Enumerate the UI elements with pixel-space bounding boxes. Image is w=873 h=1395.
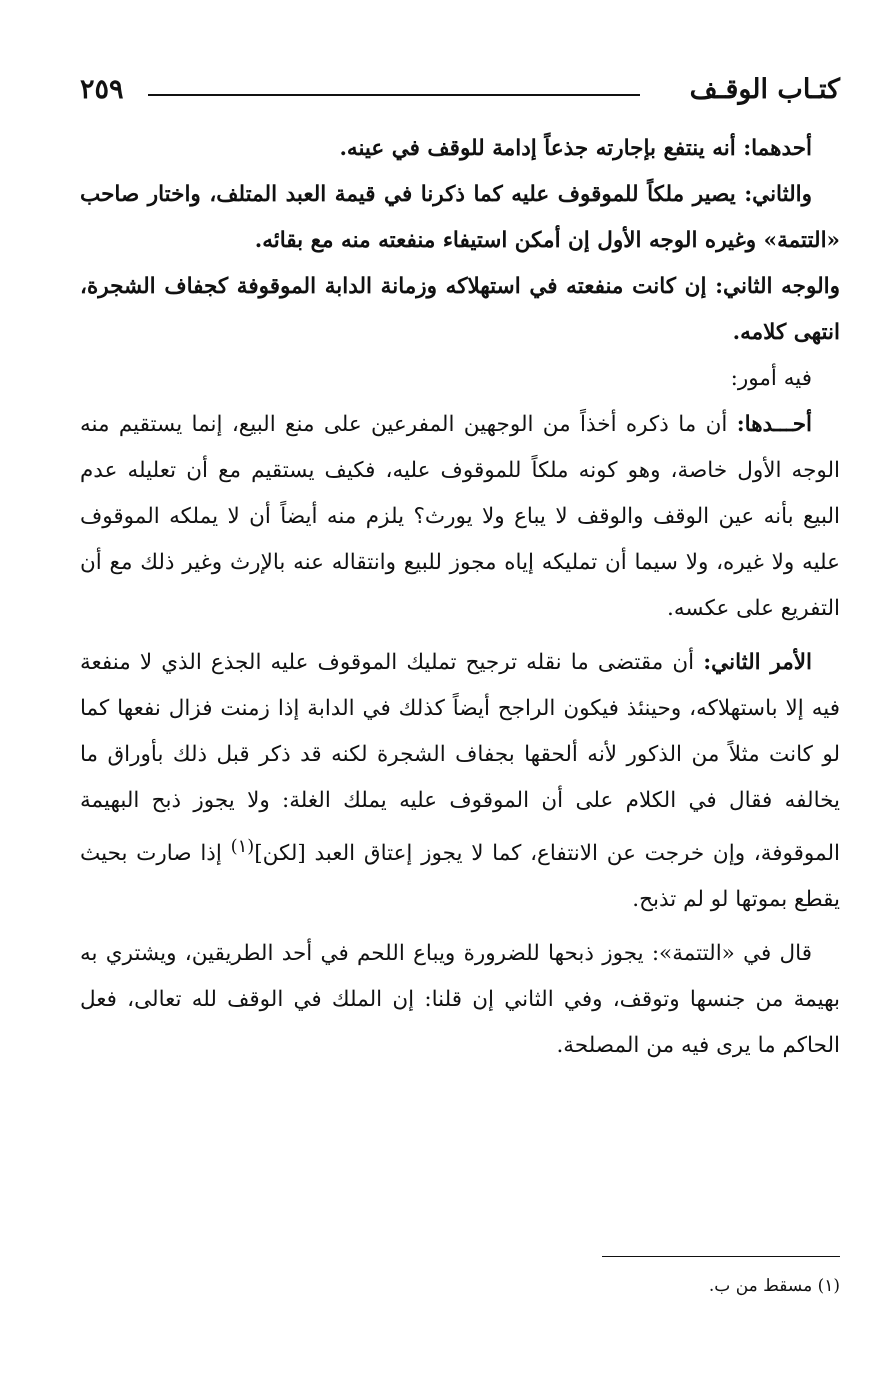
footnote-reference[interactable]: (١)	[230, 836, 255, 857]
body-text	[80, 126, 840, 1069]
paragraph-issue-two	[80, 640, 840, 923]
paragraph-issue-one	[80, 402, 840, 632]
page-number: ٢٥٩	[80, 74, 124, 105]
running-title: كتـاب الوقـف	[689, 74, 840, 105]
header-rule	[148, 94, 640, 96]
paragraph-second-aspect: والوجه الثاني: إن كانت منفعته في استهلاكه وزمانة الدابة الموقوفة كجفاف الشجرة، انتهى كلامه.	[80, 274, 840, 345]
issue-one-text: أن ما ذكره أخذاً من الوجهين المفرعين على منع البيع، إنما يستقيم منه الوجه الأول خاصة، وهو كونه ملكاً للموقوف عليه، فكيف يستقيم مع أن تعليله عدم البيع بأنه عين الوقف والوقف لا يباع ولا يورث؟ يلزم منه أيضاً أن لا يملكه الموقوف عليه ولا غيره، ولا سيما أن تمليكه إياه مجوز للبيع وانتقاله عنه بالإرث وغير ذلك مع أن التفريع على عكسه.	[80, 412, 840, 621]
paragraph-second-opinion: والثاني: يصير ملكاً للموقوف عليه كما ذكرنا في قيمة العبد المتلف، واختار صاحب «التتمة» وغيره الوجه الأول إن أمكن استيفاء منفعته منه مع بقائه.	[80, 182, 840, 253]
paragraph-first-opinion: أحدهما: أنه ينتفع بإجارته جذعاً إدامة للوقف في عينه.	[339, 136, 812, 161]
paragraph-issues-intro: فيه أمور:	[730, 366, 812, 391]
footnote-rule	[602, 1256, 840, 1257]
issue-two-tail: إذا صارت بحيث يقطع بموتها لو لم تذبح.	[80, 841, 840, 913]
issue-two-text: أن مقتضى ما نقله ترجيح تمليك الموقوف عليه الجذع الذي لا منفعة فيه إلا باستهلاكه، وحينئذ فيكون الراجح أيضاً كذلك في الدابة إذا زمنت فزال نفعها كما لو كانت مثلاً من الذكور لأنه ألحقها بجفاف الشجرة لكنه قد ذكر قبل ذلك بأوراق ما يخالفه فقال في الكلام على أن الموقوف عليه يملك الغلة: ولا يجوز ذبح البهيمة الموقوفة، وإن خرجت عن الانتفاع، كما لا يجوز إعتاق العبد [لكن]	[80, 650, 840, 867]
running-header	[80, 68, 840, 112]
footnote-1: (١) مسقط من ب.	[708, 1276, 840, 1296]
issue-two-heading: الأمر الثاني:	[703, 650, 812, 675]
issue-one-heading: أحـــدها:	[736, 412, 812, 437]
paragraph-tatimma-quote: قال في «التتمة»: يجوز ذبحها للضرورة ويباع اللحم في أحد الطريقين، ويشتري به بهيمة من جنسها وتوقف، وفي الثاني إن قلنا: إن الملك في الوقف لله تعالى، فعل الحاكم ما يرى فيه من المصلحة.	[80, 941, 840, 1059]
